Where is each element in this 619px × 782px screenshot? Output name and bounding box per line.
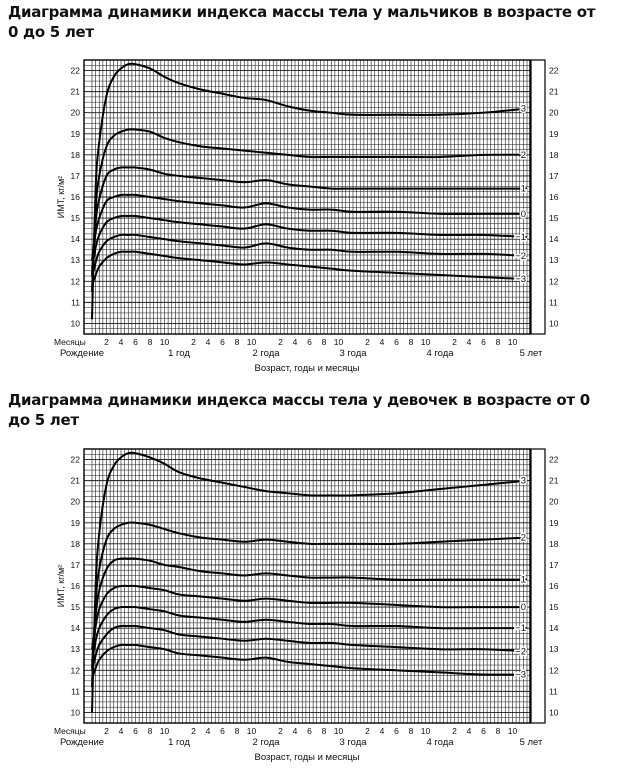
y-tick-label-right: 13 bbox=[549, 644, 559, 655]
y-tick-label-right: 18 bbox=[549, 149, 559, 160]
y-tick-label-right: 14 bbox=[549, 623, 559, 634]
y-tick-label-right: 22 bbox=[549, 454, 559, 465]
x-tick-label-month: 8 bbox=[495, 726, 501, 736]
y-axis-title: ИМТ, кг/м² bbox=[56, 564, 66, 608]
x-tick-label-month: 4 bbox=[379, 337, 385, 347]
y-tick-label-left: 17 bbox=[70, 170, 80, 181]
y-tick-label-left: 11 bbox=[71, 297, 80, 308]
x-axis-prefix: Месяцы bbox=[54, 337, 86, 347]
x-tick-label-month: 2 bbox=[365, 726, 370, 736]
y-tick-label-right: 21 bbox=[549, 475, 559, 486]
x-tick-label-month: 8 bbox=[147, 337, 153, 347]
x-tick-label-milestone: 4 года bbox=[426, 348, 454, 359]
y-axis-left bbox=[71, 66, 81, 329]
x-tick-label-month: 10 bbox=[159, 726, 170, 736]
x-tick-label-milestone: 3 года bbox=[339, 737, 367, 748]
y-tick-label-right: 12 bbox=[549, 276, 559, 287]
bmi-chart-girls bbox=[0, 389, 619, 771]
x-tick-label-month: 6 bbox=[394, 726, 399, 736]
y-tick-label-left: 14 bbox=[70, 234, 80, 245]
y-tick-label-left: 16 bbox=[70, 192, 80, 202]
x-tick-label-month: 10 bbox=[420, 337, 431, 347]
x-tick-label-milestone: Рождение bbox=[59, 348, 105, 359]
x-tick-label-month: 8 bbox=[495, 337, 501, 347]
x-tick-label-month: 2 bbox=[191, 337, 196, 347]
y-tick-label-right: 20 bbox=[549, 496, 559, 507]
x-tick-label-month: 10 bbox=[159, 337, 170, 347]
x-tick-label-month: 2 bbox=[452, 726, 457, 736]
y-tick-label-right: 10 bbox=[549, 707, 559, 718]
bmi-chart-boys bbox=[0, 0, 619, 382]
x-tick-label-month: 6 bbox=[481, 337, 486, 347]
y-tick-label-left: 12 bbox=[70, 276, 80, 287]
y-tick-label-left: 20 bbox=[70, 107, 80, 118]
y-tick-label-left: 19 bbox=[70, 128, 80, 139]
y-tick-label-left: 12 bbox=[70, 665, 80, 676]
y-tick-label-left: 11 bbox=[71, 686, 80, 697]
x-axis-title: Возраст, годы и месяцы bbox=[254, 363, 360, 374]
x-tick-label-month: 4 bbox=[205, 337, 211, 347]
x-tick-label-month: 10 bbox=[507, 726, 518, 736]
x-tick-label-milestone: 5 лет bbox=[519, 737, 543, 748]
series-label-z−1: −1 bbox=[515, 623, 526, 635]
y-tick-label-right: 12 bbox=[549, 665, 559, 676]
y-tick-label-right: 13 bbox=[549, 255, 559, 266]
y-tick-label-left: 10 bbox=[70, 318, 80, 329]
x-tick-label-month: 4 bbox=[118, 337, 124, 347]
x-tick-label-month: 10 bbox=[420, 726, 431, 736]
y-tick-label-left: 15 bbox=[70, 213, 80, 224]
x-tick-label-month: 4 bbox=[118, 726, 124, 736]
y-tick-label-right: 21 bbox=[549, 86, 559, 97]
x-tick-label-month: 10 bbox=[246, 726, 257, 736]
y-tick-label-right: 19 bbox=[549, 517, 559, 528]
x-tick-label-month: 6 bbox=[133, 337, 138, 347]
x-tick-label-milestone: 1 год bbox=[168, 737, 190, 748]
x-tick-label-month: 2 bbox=[452, 337, 457, 347]
y-tick-label-right: 11 bbox=[549, 297, 558, 308]
x-tick-label-month: 2 bbox=[278, 726, 283, 736]
y-tick-label-right: 10 bbox=[549, 318, 559, 329]
x-tick-label-month: 4 bbox=[292, 726, 298, 736]
chart-title-girls: Диаграмма динамики индекса массы тела у девочек в возрасте от 0 до 5 лет bbox=[8, 391, 590, 429]
x-tick-label-month: 10 bbox=[507, 337, 518, 347]
x-tick-label-month: 10 bbox=[333, 726, 344, 736]
x-tick-label-month: 8 bbox=[234, 337, 240, 347]
x-tick-label-milestone: 3 года bbox=[339, 348, 367, 359]
series-label-z−2: −2 bbox=[515, 646, 526, 658]
y-tick-label-left: 14 bbox=[70, 623, 80, 634]
x-tick-label-milestone: 5 лет bbox=[519, 348, 543, 359]
y-tick-label-left: 22 bbox=[70, 454, 80, 465]
y-axis-right bbox=[549, 66, 559, 329]
y-tick-label-right: 16 bbox=[549, 581, 559, 591]
x-tick-label-month: 6 bbox=[394, 337, 399, 347]
zscore-panel bbox=[531, 449, 545, 723]
x-tick-label-milestone: 4 года bbox=[426, 737, 454, 748]
series-label-z1: 1 bbox=[520, 183, 526, 195]
x-tick-label-milestone: Рождение bbox=[59, 737, 105, 748]
x-tick-label-milestone: 2 года bbox=[252, 737, 280, 748]
x-tick-label-milestone: 2 года bbox=[252, 348, 280, 359]
x-tick-label-month: 2 bbox=[104, 337, 109, 347]
x-tick-label-month: 4 bbox=[466, 726, 472, 736]
x-tick-label-month: 4 bbox=[205, 726, 211, 736]
series-label-z0: 0 bbox=[520, 602, 526, 614]
x-axis-prefix: Месяцы bbox=[54, 726, 86, 736]
x-axis bbox=[54, 337, 543, 359]
y-tick-label-left: 15 bbox=[70, 602, 80, 613]
series-label-z1: 1 bbox=[520, 574, 526, 586]
x-tick-label-month: 6 bbox=[481, 726, 486, 736]
y-tick-label-right: 17 bbox=[549, 170, 559, 181]
x-tick-label-month: 6 bbox=[133, 726, 138, 736]
y-tick-label-right: 22 bbox=[549, 65, 559, 76]
y-tick-label-left: 17 bbox=[70, 559, 80, 570]
y-tick-label-left: 18 bbox=[70, 538, 80, 549]
y-tick-label-right: 17 bbox=[549, 559, 559, 570]
x-tick-label-month: 6 bbox=[307, 337, 312, 347]
y-tick-label-left: 18 bbox=[70, 149, 80, 160]
x-tick-label-month: 4 bbox=[379, 726, 385, 736]
y-axis-right bbox=[549, 455, 559, 718]
y-tick-label-right: 11 bbox=[549, 686, 558, 697]
x-tick-label-month: 8 bbox=[234, 726, 240, 736]
y-tick-label-right: 14 bbox=[549, 234, 559, 245]
y-tick-label-left: 16 bbox=[70, 581, 80, 591]
x-tick-label-month: 8 bbox=[321, 337, 327, 347]
series-label-z−3: −3 bbox=[515, 669, 526, 681]
y-axis-title: ИМТ, кг/м² bbox=[56, 175, 66, 219]
x-tick-label-month: 6 bbox=[220, 337, 225, 347]
series-label-z3: 3 bbox=[520, 475, 526, 487]
x-tick-label-milestone: 1 год bbox=[168, 348, 190, 359]
y-tick-label-left: 19 bbox=[70, 517, 80, 528]
x-tick-label-month: 2 bbox=[365, 337, 370, 347]
zscore-panel bbox=[531, 60, 545, 334]
x-tick-label-month: 6 bbox=[220, 726, 225, 736]
x-tick-label-month: 8 bbox=[408, 337, 414, 347]
x-tick-label-month: 8 bbox=[321, 726, 327, 736]
y-tick-label-right: 16 bbox=[549, 192, 559, 202]
x-tick-label-month: 4 bbox=[292, 337, 298, 347]
y-tick-label-right: 15 bbox=[549, 602, 559, 613]
x-tick-label-month: 10 bbox=[333, 337, 344, 347]
series-label-z−3: −3 bbox=[515, 274, 526, 286]
y-tick-label-right: 19 bbox=[549, 128, 559, 139]
y-tick-label-left: 22 bbox=[70, 65, 80, 76]
x-tick-label-month: 2 bbox=[104, 726, 109, 736]
series-label-z3: 3 bbox=[520, 103, 526, 115]
chart-title-boys: Диаграмма динамики индекса массы тела у мальчиков в возрасте от 0 до 5 лет bbox=[8, 3, 596, 41]
x-axis bbox=[54, 726, 543, 748]
y-tick-label-left: 21 bbox=[70, 86, 80, 97]
x-tick-label-month: 6 bbox=[307, 726, 312, 736]
x-tick-label-month: 8 bbox=[147, 726, 153, 736]
y-tick-label-left: 13 bbox=[70, 255, 80, 266]
series-label-z2: 2 bbox=[520, 532, 526, 544]
x-tick-label-month: 2 bbox=[278, 337, 283, 347]
series-label-z0: 0 bbox=[520, 208, 526, 220]
x-tick-label-month: 10 bbox=[246, 337, 257, 347]
x-tick-label-month: 8 bbox=[408, 726, 414, 736]
x-tick-label-month: 2 bbox=[191, 726, 196, 736]
series-label-z−1: −1 bbox=[515, 232, 526, 244]
y-tick-label-left: 21 bbox=[70, 475, 80, 486]
series-label-z−2: −2 bbox=[515, 251, 526, 263]
y-tick-label-left: 20 bbox=[70, 496, 80, 507]
series-label-z2: 2 bbox=[520, 149, 526, 161]
y-tick-label-right: 15 bbox=[549, 213, 559, 224]
y-tick-label-right: 18 bbox=[549, 538, 559, 549]
y-tick-label-left: 10 bbox=[70, 707, 80, 718]
y-tick-label-left: 13 bbox=[70, 644, 80, 655]
y-axis-left bbox=[71, 455, 81, 718]
x-tick-label-month: 4 bbox=[466, 337, 472, 347]
y-tick-label-right: 20 bbox=[549, 107, 559, 118]
x-axis-title: Возраст, годы и месяцы bbox=[254, 752, 360, 763]
grid bbox=[84, 449, 530, 723]
